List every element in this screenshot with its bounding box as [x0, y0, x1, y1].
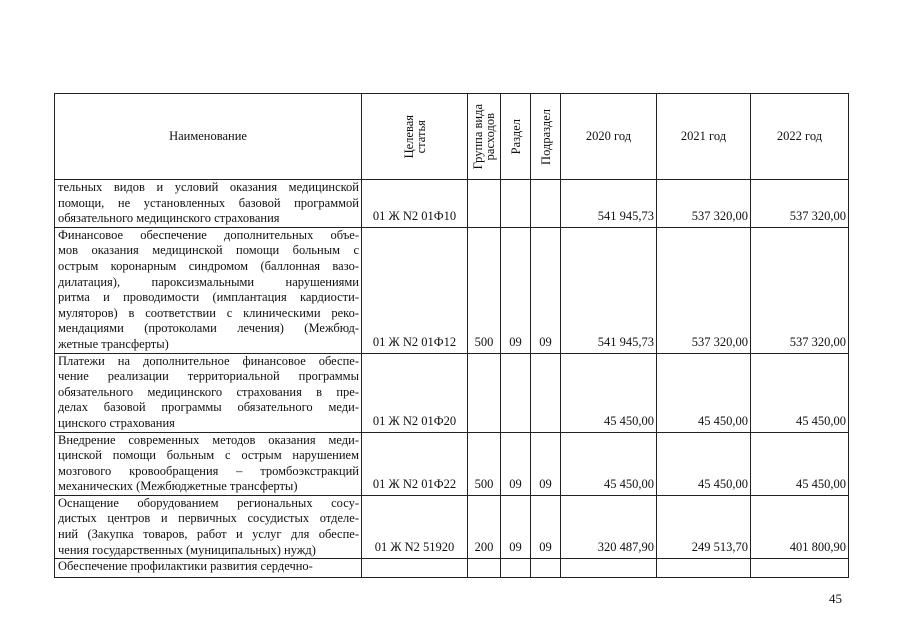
row-name-line: жетные трансферты) [58, 336, 169, 351]
table-row [55, 495, 849, 558]
header-target-article [362, 94, 468, 180]
expense-group-cell [468, 353, 501, 432]
row-name-line: мозгового кровообращения – тромбоэкстракций [58, 463, 359, 478]
row-name-line: муляторов) в соответствии с клиническими реко- [58, 305, 359, 320]
budget-table [54, 93, 849, 578]
expense-group-cell [468, 559, 501, 578]
value-2021-cell: 537 320,00 [657, 227, 751, 353]
row-name-line: помощи, не установленных базовой программой [58, 195, 359, 210]
subsection-cell [531, 353, 561, 432]
row-name-line: дилатация), пароксизмальными нарушениями [58, 274, 359, 289]
value-2021-cell [657, 559, 751, 578]
section-cell: 09 [501, 227, 531, 353]
expense-group-cell: 500 [468, 432, 501, 495]
value-2021-cell: 45 450,00 [657, 432, 751, 495]
row-name-cell [55, 180, 362, 228]
value-2022-cell: 45 450,00 [751, 432, 849, 495]
section-cell: 09 [501, 432, 531, 495]
row-name-line: ритма и проводимости (имплантация кардиости- [58, 290, 359, 305]
section-cell [501, 180, 531, 228]
header-2021: 2021 год [657, 94, 751, 180]
header-expense-group-label: Группа вида расходов [471, 103, 497, 170]
row-name-line: мендациями (протоколами лечения) (Межбюд- [58, 321, 359, 336]
section-cell [501, 353, 531, 432]
table-row [55, 180, 849, 228]
row-name-line: ний (Закупка товаров, работ и услуг для обеспе- [58, 527, 359, 542]
row-name-line: Внедрение современных методов оказания меди- [58, 432, 359, 447]
value-2021-cell: 249 513,70 [657, 495, 751, 558]
page-number: 45 [829, 591, 842, 606]
table-row [55, 559, 849, 578]
section-cell: 09 [501, 495, 531, 558]
row-name-line: тельных видов и условий оказания медицинской [58, 180, 359, 194]
row-name-cell [55, 227, 362, 353]
table-row [55, 227, 849, 353]
table-row [55, 432, 849, 495]
expense-group-cell: 500 [468, 227, 501, 353]
row-name-cell [55, 495, 362, 558]
row-name-line: Платежи на дополнительное финансовое обеспе- [58, 353, 359, 368]
target-article-cell: 01 Ж N2 51920 [362, 495, 468, 558]
row-name-line: острым коронарным синдромом (баллонная вазо- [58, 258, 359, 273]
row-name-line: цинской помощи больным с острым нарушением [58, 448, 359, 463]
row-name-line: Обеспечение профилактики развития сердечно- [58, 559, 313, 574]
expense-group-cell: 200 [468, 495, 501, 558]
header-section [501, 94, 531, 180]
table-header-row [55, 94, 849, 180]
value-2022-cell [751, 559, 849, 578]
header-subsection-label: Подраздел [538, 108, 553, 165]
header-expense-group [468, 94, 501, 180]
value-2020-cell: 541 945,73 [561, 180, 657, 228]
subsection-cell: 09 [531, 227, 561, 353]
table-row [55, 353, 849, 432]
value-2021-cell: 537 320,00 [657, 180, 751, 228]
header-subsection [531, 94, 561, 180]
header-2020: 2020 год [561, 94, 657, 180]
section-cell [501, 559, 531, 578]
row-name-line: механических (Межбюджетные трансферты) [58, 479, 298, 494]
row-name-cell [55, 559, 362, 578]
target-article-cell: 01 Ж N2 01Ф12 [362, 227, 468, 353]
row-name-line: чения государственных (муниципальных) нужд) [58, 542, 316, 557]
row-name-line: обязательного медицинского страхования в пре- [58, 384, 359, 399]
subsection-cell [531, 180, 561, 228]
header-name: Наименование [55, 94, 362, 180]
value-2022-cell: 537 320,00 [751, 227, 849, 353]
expense-group-cell [468, 180, 501, 228]
value-2020-cell: 541 945,73 [561, 227, 657, 353]
target-article-cell: 01 Ж N2 01Ф10 [362, 180, 468, 228]
row-name-line: Оснащение оборудованием региональных сосу- [58, 495, 359, 510]
row-name-line: обязательного медицинского страхования [58, 211, 280, 226]
target-article-cell: 01 Ж N2 01Ф20 [362, 353, 468, 432]
subsection-cell [531, 559, 561, 578]
table-body [55, 180, 849, 578]
value-2022-cell: 401 800,90 [751, 495, 849, 558]
row-name-line: мов оказания медицинской помощи больным с [58, 243, 359, 258]
row-name-line: цинского страхования [58, 415, 175, 430]
row-name-cell [55, 432, 362, 495]
target-article-cell: 01 Ж N2 01Ф22 [362, 432, 468, 495]
value-2022-cell: 45 450,00 [751, 353, 849, 432]
row-name-line: чение реализации территориальной программы [58, 369, 359, 384]
value-2020-cell: 320 487,90 [561, 495, 657, 558]
row-name-line: дистых центров и первичных сосудистых отделе- [58, 511, 359, 526]
target-article-cell [362, 559, 468, 578]
value-2022-cell: 537 320,00 [751, 180, 849, 228]
subsection-cell: 09 [531, 432, 561, 495]
header-section-label: Раздел [508, 118, 523, 155]
value-2020-cell [561, 559, 657, 578]
value-2021-cell: 45 450,00 [657, 353, 751, 432]
subsection-cell: 09 [531, 495, 561, 558]
row-name-cell [55, 353, 362, 432]
row-name-line: Финансовое обеспечение дополнительных объе- [58, 227, 359, 242]
row-name-line: делах базовой программы обязательного меди- [58, 400, 359, 415]
header-2022: 2022 год [751, 94, 849, 180]
header-target-article-label: Целевая статья [401, 114, 428, 159]
value-2020-cell: 45 450,00 [561, 353, 657, 432]
value-2020-cell: 45 450,00 [561, 432, 657, 495]
